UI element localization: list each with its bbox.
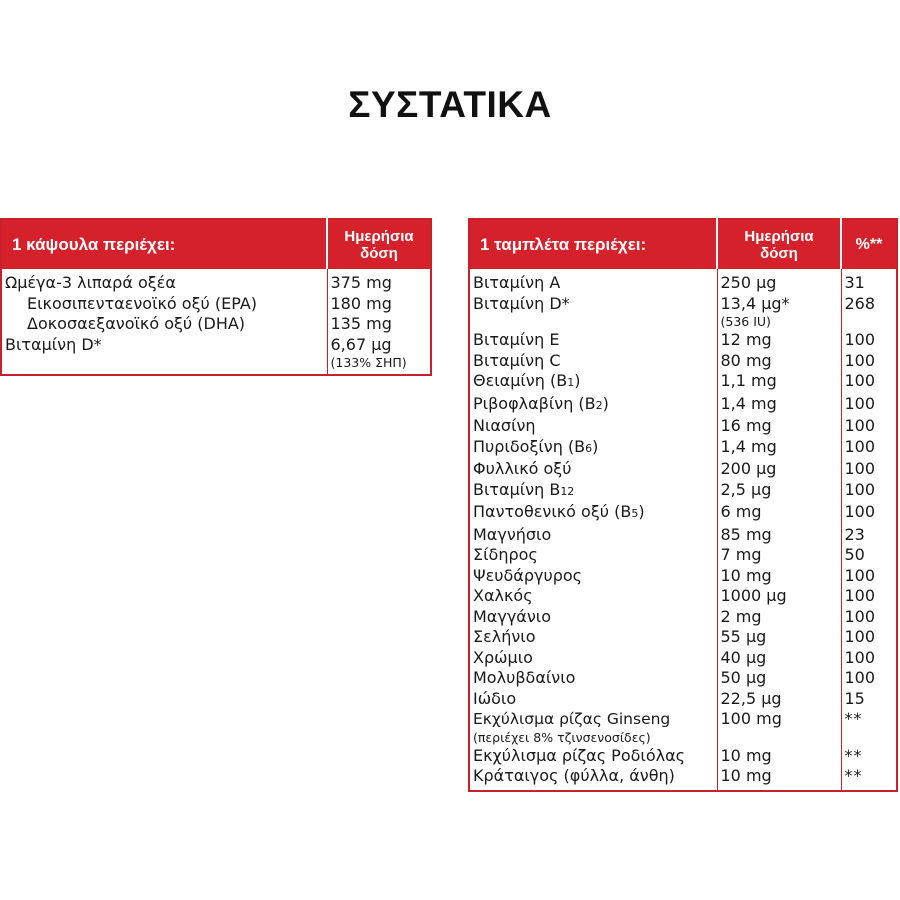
ingredient-percent: ** bbox=[841, 709, 897, 746]
ingredient-dose: 50 μg bbox=[717, 668, 841, 689]
ingredient-dose: 40 μg bbox=[717, 648, 841, 669]
table-row bbox=[469, 371, 897, 394]
table-row bbox=[469, 351, 897, 372]
ingredient-name: Εκχύλισμα ρίζας Ροδιόλας bbox=[473, 745, 686, 765]
ingredient-name: Εικοσιπενταενοϊκό οξύ (EPA) bbox=[27, 293, 258, 313]
ingredient-percent: ** bbox=[841, 766, 897, 791]
ingredient-name: Μολυβδαίνιο bbox=[473, 668, 576, 687]
ingredient-dose: 13,4 μg* (536 IU) bbox=[717, 294, 841, 331]
dose-note: (133% ΣΗΠ) bbox=[330, 355, 407, 370]
ingredient-dose: 1,1 mg bbox=[717, 371, 841, 394]
page-title: ΣΥΣΤΑΤΙΚΑ bbox=[348, 84, 552, 125]
ingredient-name: Χρώμιο bbox=[473, 647, 533, 667]
table-row bbox=[469, 586, 897, 607]
table-row bbox=[469, 294, 897, 331]
table-header-row bbox=[469, 219, 897, 269]
ingredient-dose: 375 mg bbox=[327, 269, 431, 294]
ingredient-dose: 6,67 μg (133% ΣΗΠ) bbox=[327, 335, 431, 376]
ingredient-name: Βιταμίνη D* bbox=[5, 334, 102, 354]
ingredient-percent: 15 bbox=[841, 689, 897, 710]
ingredient-percent: 100 bbox=[841, 351, 897, 372]
ingredient-percent: 100 bbox=[841, 586, 897, 607]
ingredient-name: Ωμέγα-3 λιπαρά οξέα bbox=[5, 273, 176, 292]
ingredient-name: Πυριδοξίνη (B6) bbox=[473, 436, 599, 456]
ingredient-dose: 55 μg bbox=[717, 627, 841, 648]
table-row bbox=[469, 709, 897, 746]
ingredient-dose: 12 mg bbox=[717, 330, 841, 351]
ingredient-dose: 22,5 μg bbox=[717, 689, 841, 710]
ingredient-percent: 100 bbox=[841, 459, 897, 480]
table-row bbox=[469, 330, 897, 351]
table-row bbox=[1, 294, 431, 315]
ingredient-percent: 50 bbox=[841, 545, 897, 566]
ingredient-dose: 10 mg bbox=[717, 566, 841, 587]
ingredient-percent: 100 bbox=[841, 668, 897, 689]
dose-note: (536 IU) bbox=[720, 314, 771, 329]
table-row bbox=[469, 437, 897, 460]
table-row bbox=[469, 269, 897, 294]
ingredient-dose: 10 mg bbox=[717, 746, 841, 767]
tablet-ingredients-table bbox=[468, 218, 898, 792]
dose-header: Ημερήσια δόση bbox=[327, 219, 431, 269]
ingredient-percent: 100 bbox=[841, 394, 897, 417]
ingredient-name: Βιταμίνη C bbox=[473, 350, 561, 370]
ingredient-name: Δοκοσαεξανοϊκό οξύ (DHA) bbox=[27, 314, 246, 333]
table-row bbox=[469, 545, 897, 566]
capsule-ingredients-table bbox=[0, 218, 432, 376]
ingredient-percent: 100 bbox=[841, 416, 897, 437]
ingredient-dose: 180 mg bbox=[327, 294, 431, 315]
ingredient-dose: 16 mg bbox=[717, 416, 841, 437]
ingredient-percent: 100 bbox=[841, 437, 897, 460]
ingredient-name: Σίδηρος bbox=[473, 545, 538, 564]
ingredient-name: Χαλκός bbox=[473, 586, 533, 605]
ingredient-name: Βιταμίνη E bbox=[473, 330, 560, 349]
ingredient-percent: 100 bbox=[841, 371, 897, 394]
ingredient-dose: 1000 μg bbox=[717, 586, 841, 607]
table-row bbox=[469, 689, 897, 710]
table-row bbox=[1, 335, 431, 376]
ingredient-percent: 31 bbox=[841, 269, 897, 294]
ingredient-name: Ριβοφλαβίνη (B2) bbox=[473, 393, 609, 413]
ingredient-percent: 100 bbox=[841, 566, 897, 587]
table-row bbox=[469, 766, 897, 791]
ingredient-dose: 2 mg bbox=[717, 607, 841, 628]
ingredient-percent: 100 bbox=[841, 607, 897, 628]
ingredient-name: Νιασίνη bbox=[473, 416, 536, 435]
ingredient-percent: 100 bbox=[841, 330, 897, 351]
ingredient-dose: 250 μg bbox=[717, 269, 841, 294]
ingredient-name: Βιταμίνη A bbox=[473, 273, 561, 292]
table-row bbox=[469, 416, 897, 437]
table-row bbox=[1, 269, 431, 294]
ingredient-percent: 100 bbox=[841, 502, 897, 525]
table-row bbox=[469, 566, 897, 587]
table-row bbox=[469, 746, 897, 767]
table-row bbox=[469, 480, 897, 503]
ingredient-name: Παντοθενικό οξύ (B5) bbox=[473, 502, 645, 521]
tablet-rows bbox=[469, 269, 897, 791]
ingredient-dose: 2,5 μg bbox=[717, 480, 841, 503]
ingredient-dose: 1,4 mg bbox=[717, 394, 841, 417]
ingredient-name: Σελήνιο bbox=[473, 627, 536, 646]
ingredient-percent: 100 bbox=[841, 480, 897, 503]
percent-header: %** bbox=[841, 219, 897, 269]
capsule-header: 1 κάψουλα περιέχει: bbox=[1, 219, 327, 269]
ingredient-name: Εκχύλισμα ρίζας Ginseng (περιέχει 8% τζινσενοσίδες) bbox=[469, 709, 717, 746]
ingredient-name: Βιταμίνη D* bbox=[473, 293, 570, 313]
ingredient-name: Φυλλικό οξύ bbox=[473, 459, 572, 478]
ingredient-name: Ιώδιο bbox=[473, 688, 517, 708]
table-row bbox=[469, 607, 897, 628]
ingredient-dose: 10 mg bbox=[717, 766, 841, 791]
dose-header: Ημερήσια δόση bbox=[717, 219, 841, 269]
ingredient-dose: 1,4 mg bbox=[717, 437, 841, 460]
ingredient-percent: 100 bbox=[841, 648, 897, 669]
ingredient-name: Θειαμίνη (B1) bbox=[473, 371, 581, 390]
ingredient-name: Βιταμίνη B12 bbox=[473, 479, 575, 499]
table-row bbox=[469, 502, 897, 525]
ingredient-percent: 100 bbox=[841, 627, 897, 648]
table-header-row bbox=[1, 219, 431, 269]
ingredient-percent: 268 bbox=[841, 294, 897, 331]
ingredient-dose: 200 μg bbox=[717, 459, 841, 480]
tablet-header: 1 ταμπλέτα περιέχει: bbox=[469, 219, 717, 269]
ingredient-name: Μαγνήσιο bbox=[473, 524, 552, 544]
table-row bbox=[469, 459, 897, 480]
ingredient-name: Κράταιγος (φύλλα, άνθη) bbox=[473, 766, 675, 785]
table-row bbox=[469, 627, 897, 648]
ingredient-percent: 23 bbox=[841, 525, 897, 546]
ingredient-name: Ψευδάργυρος bbox=[473, 565, 583, 585]
ingredient-dose: 80 mg bbox=[717, 351, 841, 372]
ingredient-percent: ** bbox=[841, 746, 897, 767]
table-row bbox=[1, 314, 431, 335]
table-row bbox=[469, 525, 897, 546]
ingredient-dose: 7 mg bbox=[717, 545, 841, 566]
ingredient-dose: 135 mg bbox=[327, 314, 431, 335]
ingredient-dose: 6 mg bbox=[717, 502, 841, 525]
ingredient-dose: 85 mg bbox=[717, 525, 841, 546]
table-row bbox=[469, 668, 897, 689]
table-row bbox=[469, 394, 897, 417]
table-row bbox=[469, 648, 897, 669]
ingredient-dose: 100 mg bbox=[717, 709, 841, 746]
ingredient-note: (περιέχει 8% τζινσενοσίδες) bbox=[473, 729, 651, 745]
ingredient-name: Μαγγάνιο bbox=[473, 606, 551, 626]
